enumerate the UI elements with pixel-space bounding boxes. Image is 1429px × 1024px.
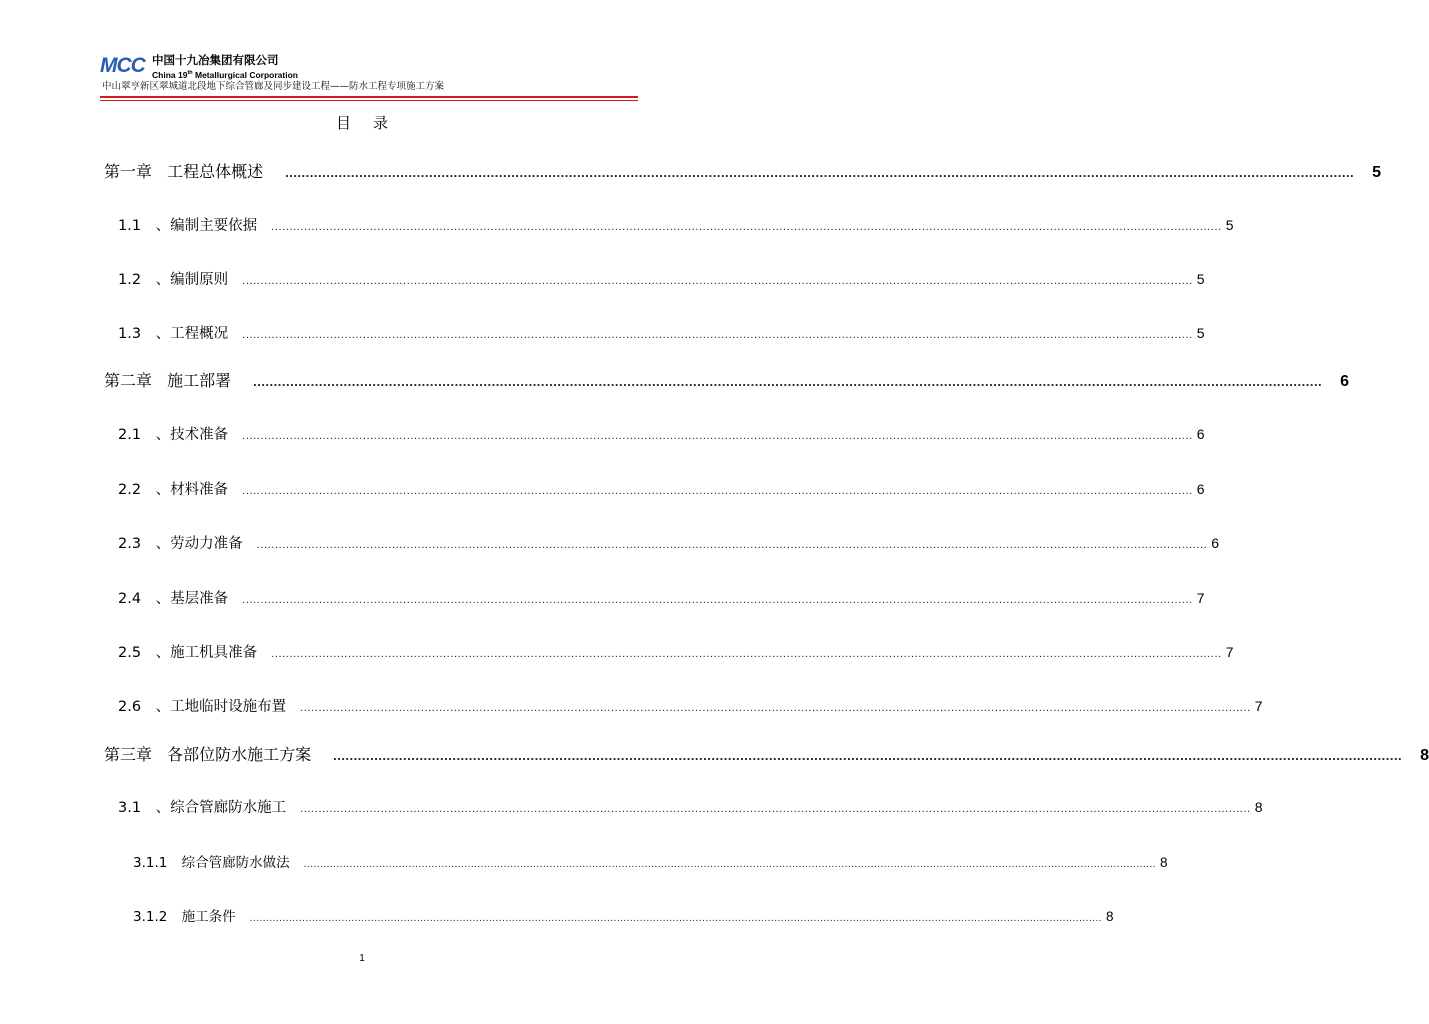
toc-entry-label: 1.2 、编制原则 xyxy=(118,272,229,288)
toc-entry-section[interactable] xyxy=(118,478,1205,500)
toc-entry-page: 8 xyxy=(1160,855,1168,870)
toc-dot-leader: .................................................................................................................................................................................................................................................................... xyxy=(285,165,1355,180)
toc-entry-page: 7 xyxy=(1254,698,1263,714)
company-name-en-suffix: Metallurgical Corporation xyxy=(192,69,298,80)
toc-entry-section[interactable] xyxy=(118,695,1263,717)
toc-entry-page: 5 xyxy=(1225,217,1234,233)
toc-entry-section[interactable] xyxy=(118,587,1205,609)
toc-entry-label: 第二章 施工部署 xyxy=(104,371,232,390)
toc-dot-leader: .................................................................................................................................................................................................................................................................... xyxy=(300,702,1251,714)
toc-entry-label: 2.3 、劳动力准备 xyxy=(118,536,243,552)
toc-entry-section[interactable] xyxy=(118,423,1205,445)
company-name-en-prefix: China 19 xyxy=(152,69,188,80)
toc-dot-leader: .................................................................................................................................................................................................................................................................... xyxy=(303,859,1157,870)
toc-dot-leader: .................................................................................................................................................................................................................................................................... xyxy=(253,374,1323,389)
company-name-en xyxy=(152,68,298,80)
mcc-logo: MCC xyxy=(100,54,145,77)
toc-dot-leader: .................................................................................................................................................................................................................................................................... xyxy=(271,648,1222,660)
toc-entry-section[interactable] xyxy=(118,641,1234,663)
toc-entry-section[interactable] xyxy=(118,214,1234,236)
toc-entry-label: 第三章 各部位防水施工方案 xyxy=(104,745,312,764)
toc-entry-page: 6 xyxy=(1196,426,1205,442)
toc-entry-label: 1.3 、工程概况 xyxy=(118,326,229,342)
toc-dot-leader: .................................................................................................................................................................................................................................................................... xyxy=(242,275,1193,287)
toc-entry-label: 2.1 、技术准备 xyxy=(118,427,229,443)
toc-entry-page: 5 xyxy=(1196,325,1205,341)
toc-entry-section[interactable] xyxy=(118,796,1263,818)
toc-dot-leader: .................................................................................................................................................................................................................................................................... xyxy=(242,485,1193,497)
toc-entry-label: 3.1 、综合管廊防水施工 xyxy=(118,800,287,816)
toc-entry-page: 8 xyxy=(1106,909,1114,924)
toc-dot-leader: .................................................................................................................................................................................................................................................................... xyxy=(242,594,1193,606)
page-number: 1 xyxy=(359,953,365,964)
toc-dot-leader: .................................................................................................................................................................................................................................................................... xyxy=(333,748,1403,763)
toc-title: 目录 xyxy=(335,114,410,132)
toc-entry-section[interactable] xyxy=(118,532,1220,554)
toc-entry-label: 2.5 、施工机具准备 xyxy=(118,645,258,661)
toc-entry-section[interactable] xyxy=(118,268,1205,290)
header-rule-thin xyxy=(100,100,638,101)
toc-entry-subsection[interactable] xyxy=(133,905,1114,927)
toc-entry-page: 5 xyxy=(1196,271,1205,287)
toc-entry-chapter[interactable] xyxy=(104,742,1429,764)
project-title: 中山翠亨新区翠城道北段地下综合管廊及同步建设工程——防水工程专项施工方案 xyxy=(102,81,445,92)
header-rule-thick xyxy=(100,96,638,98)
toc-entry-chapter[interactable] xyxy=(104,368,1350,390)
toc-entry-page: 7 xyxy=(1196,590,1205,606)
toc-entry-label: 1.1 、编制主要依据 xyxy=(118,218,258,234)
toc-dot-leader: .................................................................................................................................................................................................................................................................... xyxy=(242,329,1193,341)
toc-entry-page: 6 xyxy=(1340,373,1350,390)
toc-entry-label: 3.1.2 施工条件 xyxy=(133,909,236,925)
toc-entry-page: 7 xyxy=(1225,644,1234,660)
toc-entry-label: 2.4 、基层准备 xyxy=(118,591,229,607)
company-name-cn: 中国十九冶集团有限公司 xyxy=(152,53,279,67)
toc-entry-label: 2.6 、工地临时设施布置 xyxy=(118,699,287,715)
toc-entry-chapter[interactable] xyxy=(104,159,1382,181)
toc-dot-leader: .................................................................................................................................................................................................................................................................... xyxy=(271,221,1222,233)
toc-dot-leader: .................................................................................................................................................................................................................................................................... xyxy=(300,803,1251,815)
toc-entry-page: 8 xyxy=(1254,799,1263,815)
toc-entry-label: 2.2 、材料准备 xyxy=(118,482,229,498)
company-name-en-sup: th xyxy=(187,70,193,76)
toc-entry-page: 5 xyxy=(1372,164,1382,181)
toc-entry-page: 6 xyxy=(1196,481,1205,497)
toc-dot-leader: .................................................................................................................................................................................................................................................................... xyxy=(256,539,1208,551)
toc-entry-label: 3.1.1 综合管廊防水做法 xyxy=(133,855,290,871)
page-header xyxy=(0,0,724,110)
toc-entry-page: 8 xyxy=(1420,747,1429,764)
toc-entry-page: 6 xyxy=(1211,535,1220,551)
toc-entry-label: 第一章 工程总体概述 xyxy=(104,162,264,181)
toc-dot-leader: .................................................................................................................................................................................................................................................................... xyxy=(249,913,1103,924)
toc-entry-subsection[interactable] xyxy=(133,851,1168,873)
toc-entry-section[interactable] xyxy=(118,322,1205,344)
toc-dot-leader: .................................................................................................................................................................................................................................................................... xyxy=(242,430,1193,442)
